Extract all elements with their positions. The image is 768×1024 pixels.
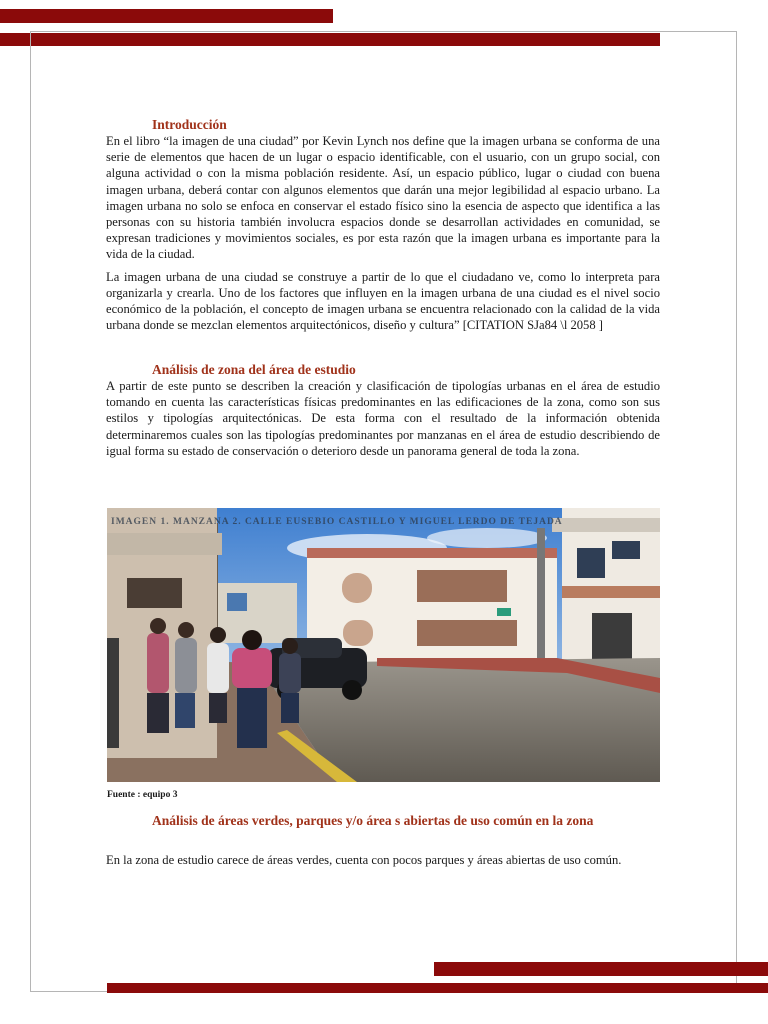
analysis-paragraph: A partir de este punto se describen la creación y clasificación de tipologías urbanas en el área de estudio tomando en cuenta las características físicas predominantes en las edificaciones de la zona, como son sus estilos y tipologías arquitectónicas. De esta forma con el resultado de la información obtenida determinaremos cuales son las tipologías predominantes por manzanas en el área de estudio describiendo de igual forma su estado de conservación o deterioro desde un panorama general de toda la zona. (106, 379, 660, 458)
green-areas-section (106, 812, 660, 868)
street-photo-illustration (107, 508, 660, 782)
bottom-accent-bar-short (434, 962, 768, 976)
intro-paragraph-1: En el libro “la imagen de una ciudad” por Kevin Lynch nos define que la imagen urbana se conforma de una serie de elementos que hacen de un lugar o espacio identificable, con el usuario, con un grupo social, con alguna actividad o con la misma población residente. Así, un espacio público, lugar o ciudad con buena imagen urbana, deberá contar con algunos elementos que darán una mejor legibilidad al espacio urbano. La imagen urbana no solo se enfoca en conservar el estado físico sino la esencia de aspecto que identifica a las personas con su historia también involucra espacios donde se desarrollan actividades en comunidad, se expresan tradiciones y movimientos sociales, es por esta razón que la imagen urbana es importante para la vida de la ciudad. (106, 134, 660, 262)
analysis-section (106, 361, 660, 459)
intro-heading: Introducción (152, 117, 227, 132)
top-accent-bar-short (0, 9, 333, 23)
green-areas-paragraph: En la zona de estudio carece de áreas verdes, cuenta con pocos parques y áreas abiertas de uso común. (106, 853, 622, 867)
figure-source-caption: Fuente : equipo 3 (107, 790, 178, 800)
analysis-heading: Análisis de zona del área de estudio (152, 362, 356, 377)
intro-section (106, 116, 660, 333)
intro-paragraph-2: La imagen urbana de una ciudad se construye a partir de lo que el ciudadano ve, como lo interpreta para organizarla y crearla. Uno de los factores que influyen en la imagen urbana de una ciudad es el nivel socio económico de la población, el concepto de imagen urbana se encuentra relacionado con la calidad de la vida urbana donde se mezclan elementos arquitectónicos, diseño y cultura” [CITATION SJa84 \l 2058 ] (106, 269, 660, 333)
bottom-accent-bar-long (107, 983, 768, 993)
photo-overlay-caption: IMAGEN 1. MANZANA 2. CALLE EUSEBIO CASTILLO Y MIGUEL LERDO DE TEJADA (111, 517, 563, 527)
street-photo (107, 508, 660, 782)
green-areas-heading: Análisis de áreas verdes, parques y/o área s abiertas de uso común en la zona (152, 813, 594, 828)
